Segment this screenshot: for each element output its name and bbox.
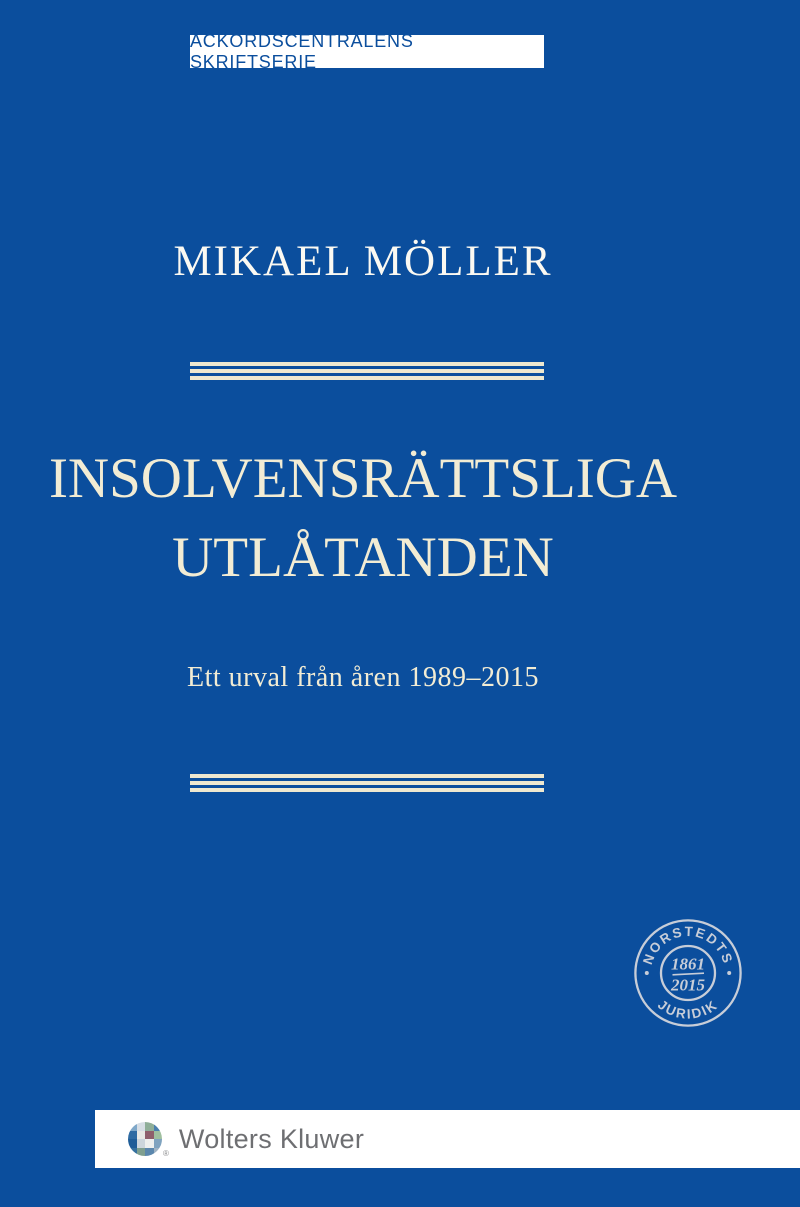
series-banner-label: ACKORDSCENTRALENS SKRIFTSERIE xyxy=(190,30,414,72)
publisher-name: Wolters Kluwer xyxy=(178,1123,365,1154)
norstedts-juridik-seal-icon xyxy=(632,917,744,1029)
rule-line xyxy=(190,788,544,792)
registered-trademark-symbol: ® xyxy=(163,1149,169,1158)
author-name: MIKAEL MÖLLER xyxy=(173,238,553,285)
rule-line xyxy=(190,369,544,373)
series-banner xyxy=(190,30,544,72)
wolters-kluwer-globe-icon xyxy=(128,1122,162,1156)
subtitle: Ett urval från åren 1989–2015 xyxy=(187,662,539,693)
rule-line xyxy=(190,376,544,380)
seal-year-top: 1861 xyxy=(671,954,705,974)
rule-line xyxy=(190,774,544,778)
rule-line xyxy=(190,362,544,366)
publisher-bar xyxy=(95,1110,800,1168)
seal-year-bottom: 2015 xyxy=(671,975,705,995)
seal-dot-left xyxy=(645,971,649,975)
seal-arc-top-text: NORSTEDTS xyxy=(640,923,736,967)
seal-arc-bottom-text: JURIDIK xyxy=(655,996,721,1022)
triple-rule-bottom xyxy=(190,774,544,792)
rule-line xyxy=(190,781,544,785)
title-line-2: UTLÅTANDEN xyxy=(172,526,554,589)
seal-dot-right xyxy=(727,971,731,975)
triple-rule-top xyxy=(190,362,544,380)
title-line-1: INSOLVENSRÄTTSLIGA xyxy=(48,447,678,510)
